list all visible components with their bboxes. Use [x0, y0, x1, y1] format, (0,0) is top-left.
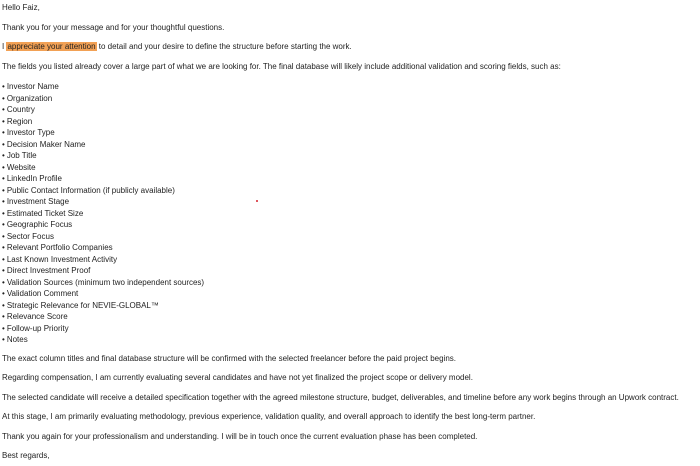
thanks-paragraph: Thank you again for your professionalism and understanding. I will be in touch once the current evaluation phase has been completed.	[2, 431, 478, 441]
message-body	[2, 3, 696, 461]
field-list	[2, 81, 696, 346]
appreciation-paragraph	[2, 42, 696, 52]
bullet: •	[2, 105, 5, 114]
specification-paragraph: The selected candidate will receive a detailed specification together with the agreed milestone structure, budget, deliverables, and timeline before any work begins through an Upwork contract.	[2, 392, 679, 402]
list-item: • Last Known Investment Activity	[2, 254, 118, 264]
structure-paragraph: The exact column titles and final database structure will be confirmed with the selected freelancer before the paid project begins.	[2, 353, 457, 363]
greeting: Hello Faiz,	[2, 3, 40, 12]
list-item: • Investment Stage	[2, 197, 70, 206]
list-item: • Estimated Ticket Size	[2, 208, 84, 218]
bullet: •	[2, 300, 5, 310]
list-item: • Direct Investment Proof	[2, 266, 91, 275]
list-item: • Organization	[2, 93, 53, 103]
list-item: • Region	[2, 116, 33, 126]
bullet: •	[2, 231, 5, 241]
list-item: • Sector Focus	[2, 231, 54, 241]
bullet: •	[2, 185, 5, 195]
list-item: • Strategic Relevance for NEVIE-GLOBAL™	[2, 300, 159, 310]
bullet: •	[2, 243, 5, 252]
bullet: •	[2, 208, 5, 218]
list-item: • Validation Comment	[2, 289, 79, 298]
bullet: •	[2, 323, 5, 333]
bullet: •	[2, 162, 5, 172]
intro-paragraph: Thank you for your message and for your thoughtful questions.	[2, 22, 225, 32]
list-item: • Geographic Focus	[2, 220, 73, 229]
list-item: • Decision Maker Name	[2, 139, 86, 149]
list-item: • Public Contact Information (if publicly available)	[2, 185, 175, 195]
list-item: • LinkedIn Profile	[2, 174, 62, 183]
appreciation-prefix: I	[2, 42, 7, 51]
list-item: • Country	[2, 105, 35, 114]
fields-intro-paragraph: The fields you listed already cover a large part of what we are looking for. The final database will likely include additional validation and scoring fields, such as:	[2, 61, 561, 71]
list-item: • Follow-up Priority	[2, 323, 69, 333]
bullet: •	[2, 116, 5, 126]
bullet: •	[2, 254, 5, 264]
bullet: •	[2, 82, 5, 91]
evaluation-paragraph: At this stage, I am primarily evaluating methodology, previous experience, validation quality, and overall approach to identify the best long-term partner.	[2, 412, 536, 421]
closing: Best regards,	[2, 451, 50, 460]
bullet: •	[2, 151, 5, 160]
bullet: •	[2, 312, 5, 321]
cursor-dot	[256, 200, 258, 202]
bullet: •	[2, 266, 5, 275]
bullet: •	[2, 174, 5, 183]
bullet: •	[2, 93, 5, 103]
list-item: • Validation Sources (minimum two independent sources)	[2, 277, 205, 287]
list-item: • Website	[2, 162, 36, 172]
bullet: •	[2, 220, 5, 229]
bullet: •	[2, 128, 5, 137]
bullet: •	[2, 289, 5, 298]
appreciation-suffix: to detail and your desire to define the structure before starting the work.	[96, 42, 352, 51]
list-item: • Relevant Portfolio Companies	[2, 243, 113, 252]
bullet: •	[2, 139, 5, 149]
list-item: • Notes	[2, 335, 28, 344]
bullet: •	[2, 335, 5, 344]
list-item: • Relevance Score	[2, 312, 68, 321]
list-item: • Investor Type	[2, 128, 55, 137]
list-item: • Investor Name	[2, 82, 59, 91]
bullet: •	[2, 197, 5, 206]
bullet: •	[2, 277, 5, 287]
list-item: • Job Title	[2, 151, 37, 160]
highlighted-text: appreciate your attention	[7, 42, 96, 51]
compensation-paragraph: Regarding compensation, I am currently evaluating several candidates and have not yet finalized the project scope or delivery model.	[2, 373, 473, 382]
